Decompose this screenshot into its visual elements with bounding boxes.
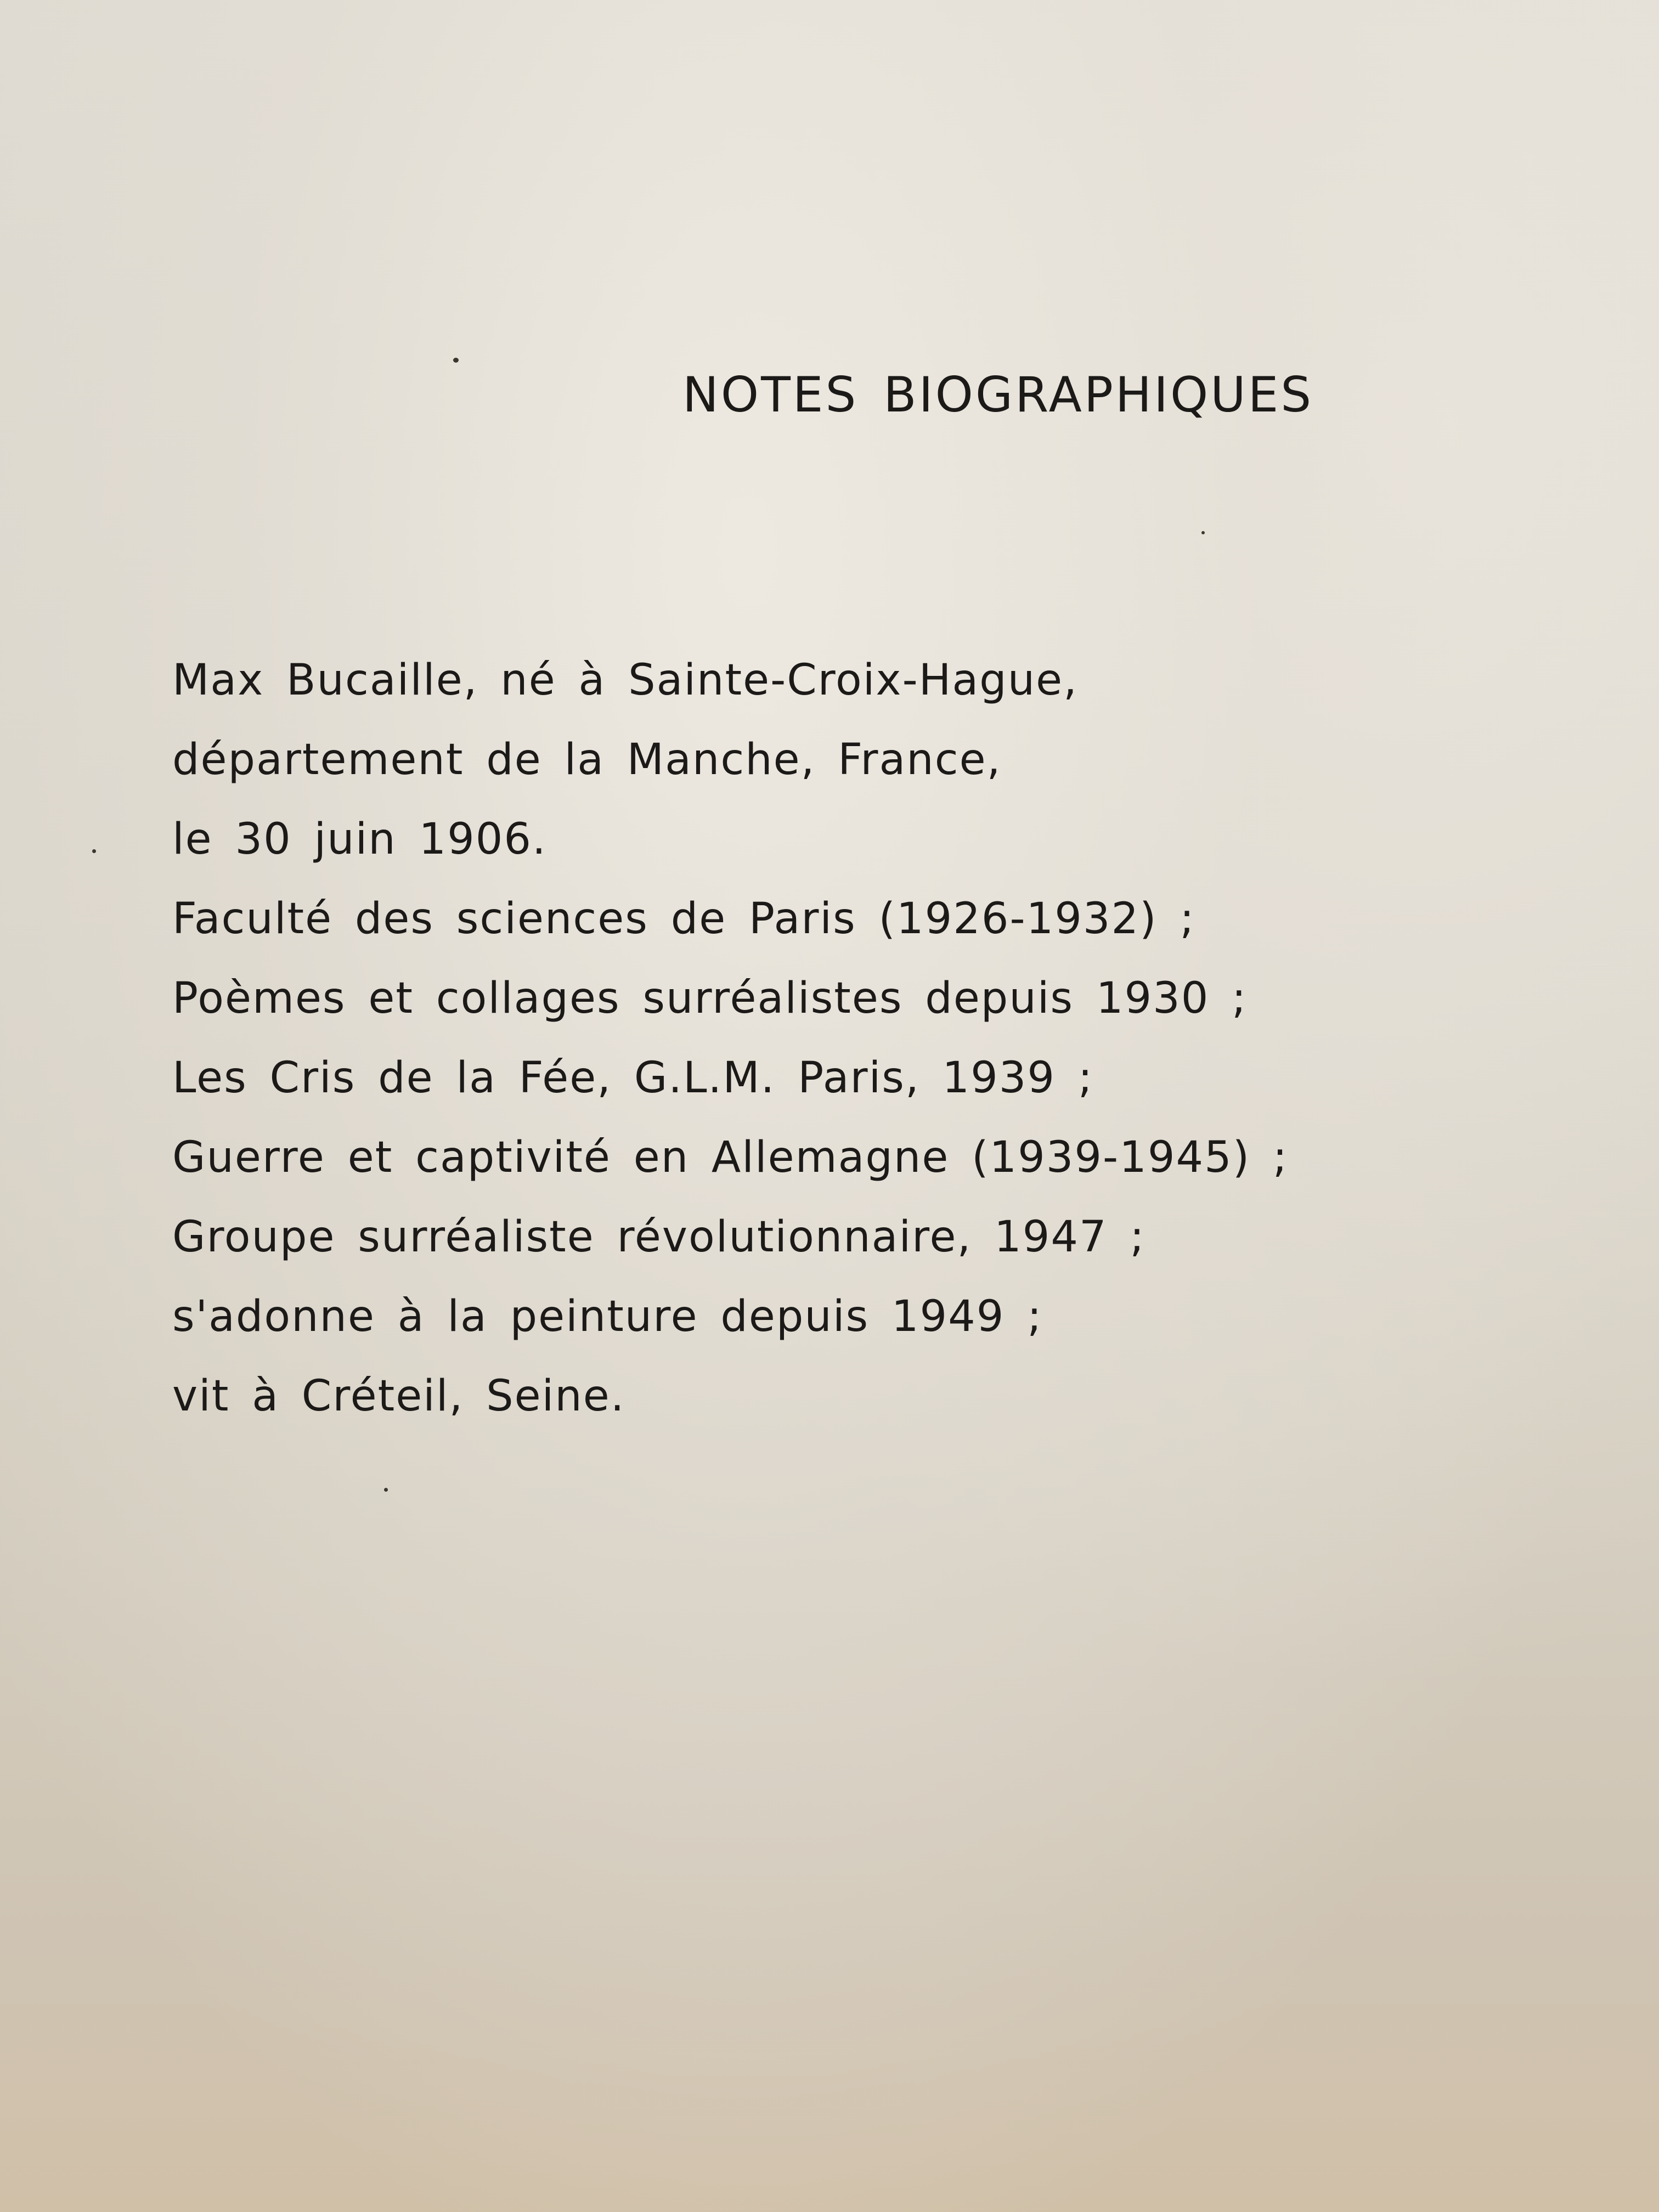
paper-speck xyxy=(453,358,459,363)
bio-line: département de la Manche, France, xyxy=(172,735,1002,785)
paper-speck xyxy=(1201,531,1205,534)
bio-line: s'adonne à la peinture depuis 1949 ; xyxy=(172,1292,1043,1341)
bio-line: Faculté des sciences de Paris (1926-1932) ; xyxy=(172,894,1195,944)
paper-speck xyxy=(384,1488,388,1492)
bio-line: Guerre et captivité en Allemagne (1939-1945) ; xyxy=(172,1133,1289,1182)
bio-line: vit à Créteil, Seine. xyxy=(172,1372,625,1421)
bio-line: Max Bucaille, né à Sainte-Croix-Hague, xyxy=(172,656,1078,705)
paper-speck xyxy=(92,849,96,853)
bio-line: le 30 juin 1906. xyxy=(172,815,547,864)
bio-line: Poèmes et collages surréalistes depuis 1930 ; xyxy=(172,974,1248,1023)
biography-text xyxy=(172,641,1288,1436)
bio-line: Groupe surréaliste révolutionnaire, 1947 ; xyxy=(172,1212,1146,1262)
bio-line: Les Cris de la Fée, G.L.M. Paris, 1939 ; xyxy=(172,1053,1094,1103)
page-title: NOTES BIOGRAPHIQUES xyxy=(682,366,1314,423)
